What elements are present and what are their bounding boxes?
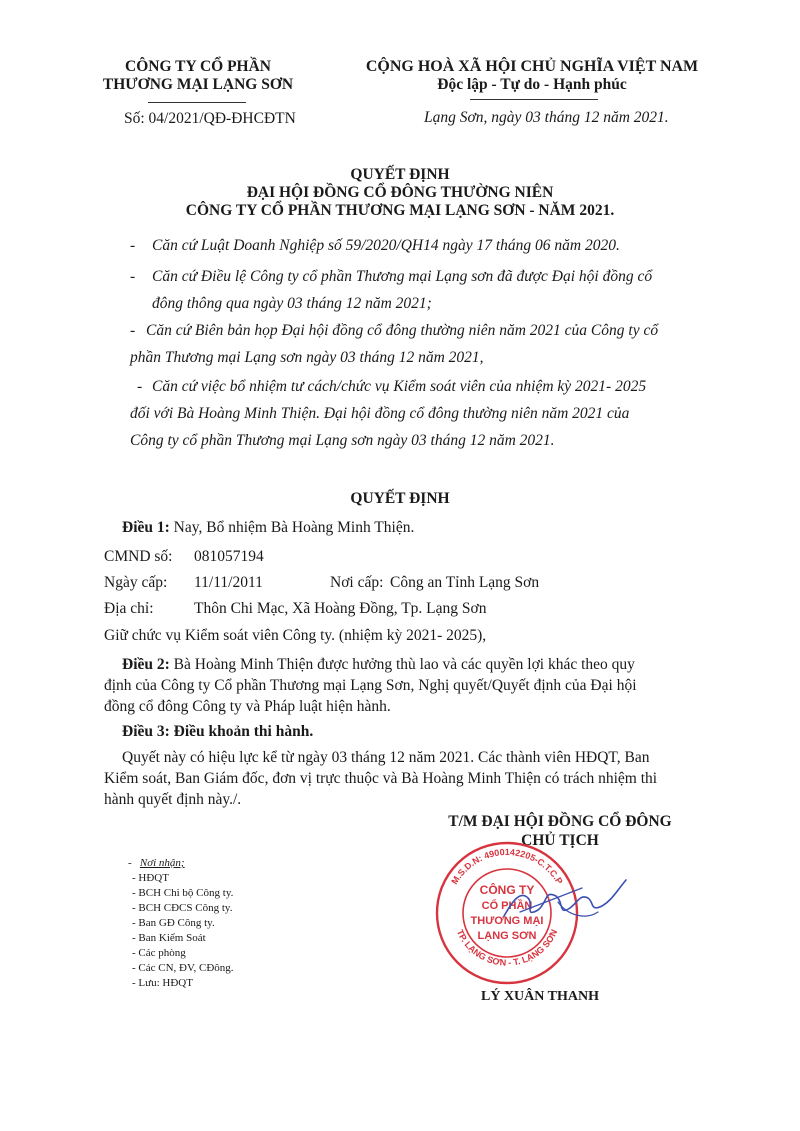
seal-inner-line4: LẠNG SƠN	[477, 930, 537, 942]
issue-place-label: Nơi cấp:	[330, 574, 384, 591]
address-value: Thôn Chi Mạc, Xã Hoàng Đồng, Tp. Lạng Sơn	[194, 600, 487, 617]
recipient-item: - Ban GĐ Công ty.	[132, 917, 215, 929]
company-year-title: CÔNG TY CỔ PHẦN THƯƠNG MẠI LẠNG SƠN - NĂM 2021.	[185, 202, 615, 219]
preamble-appointment-line1: Căn cứ việc bổ nhiệm tư cách/chức vụ Kiểm soát viên của nhiệm kỳ 2021- 2025	[152, 378, 647, 395]
decision-heading: QUYẾT ĐỊNH	[350, 490, 450, 507]
seal-inner-line2: CỔ PHẦN	[481, 900, 533, 912]
preamble-appointment-line3: Công ty cổ phần Thương mại Lạng sơn ngày 03 tháng 12 năm 2021.	[130, 432, 555, 449]
article1-text: Nay, Bổ nhiệm Bà Hoàng Minh Thiện.	[173, 519, 415, 536]
seal-ring-bottom: TP. LẠNG SƠN - T. LẠNG SƠN	[454, 927, 560, 968]
document-number: Số: 04/2021/QĐ-ĐHCĐTN	[124, 110, 296, 127]
seal-ring-top: M.S.D.N: 4900142205-C.T.C.P	[449, 846, 565, 887]
seal-inner-line1: CÔNG TY	[479, 883, 535, 897]
recipients-title: Nơi nhận;	[139, 857, 185, 869]
address-label: Địa chỉ:	[104, 600, 154, 617]
article3-heading: Điều 3: Điều khoản thi hành.	[122, 723, 314, 740]
article3-line1: Quyết này có hiệu lực kể từ ngày 03 tháng 12 năm 2021. Các thành viên HĐQT, Ban	[122, 749, 650, 766]
recipient-item: - Các phòng	[132, 947, 186, 959]
article2-text: Bà Hoàng Minh Thiện được hưởng thù lao và các quyền lợi khác theo quy	[173, 656, 635, 673]
preamble-charter-line2: đông thông qua ngày 03 tháng 12 năm 2021;	[152, 295, 432, 312]
preamble-enterprise-law: Căn cứ Luật Doanh Nghiệp số 59/2020/QH14 ngày 17 tháng 06 năm 2020.	[152, 237, 620, 254]
preamble-charter-line1: Căn cứ Điều lệ Công ty cổ phần Thương mại Lạng sơn đã được Đại hội đồng cổ	[152, 268, 653, 285]
article2-label: Điều 2:	[122, 656, 170, 673]
preamble-minutes-line2: phần Thương mại Lạng sơn ngày 03 tháng 12 năm 2021,	[130, 349, 484, 366]
recipient-item: - BCH CĐCS Công ty.	[132, 902, 233, 914]
preamble-dash: -	[130, 237, 136, 254]
nation-motto: Độc lập - Tự do - Hạnh phúc	[437, 76, 627, 93]
article1-label: Điều 1:	[122, 519, 170, 536]
signature-role: CHỦ TỊCH	[521, 832, 599, 849]
article1-line	[122, 519, 414, 537]
preamble-minutes-line1: Căn cứ Biên bản họp Đại hội đồng cổ đông thường niên năm 2021 của Công ty cổ	[146, 322, 659, 339]
seal-inner-line3: THƯƠNG MẠI	[470, 915, 544, 927]
recipient-item: - BCH Chi bộ Công ty.	[132, 887, 234, 899]
id-value: 081057194	[194, 548, 264, 565]
issue-place-value: Công an Tỉnh Lạng Sơn	[390, 574, 540, 591]
issue-date-value: 11/11/2011	[194, 574, 263, 591]
nation-title: CỘNG HOÀ XÃ HỘI CHỦ NGHĨA VIỆT NAM	[365, 58, 699, 75]
preamble-dash: -	[130, 322, 136, 339]
recipient-item: - Ban Kiểm Soát	[132, 932, 206, 944]
article2-line3: đồng cổ đông Công ty và Pháp luật hiện hành.	[104, 698, 391, 715]
date-place: Lạng Sơn, ngày 03 tháng 12 năm 2021.	[424, 109, 669, 126]
article3-line3: hành quyết định này./.	[104, 791, 242, 808]
assembly-title: ĐẠI HỘI ĐỒNG CỔ ĐÔNG THƯỜNG NIÊN	[246, 184, 554, 201]
decision-title: QUYẾT ĐỊNH	[350, 166, 450, 183]
company-underline	[148, 102, 246, 103]
recipients-title-row	[128, 857, 185, 869]
article2-line2: định của Công ty Cổ phần Thương mại Lạng Sơn, Nghị quyết/Quyết định của Đại hội	[104, 677, 637, 694]
signatory-name: LÝ XUÂN THANH	[481, 989, 599, 1004]
signature-on-behalf: T/M ĐẠI HỘI ĐỒNG CỔ ĐÔNG	[448, 813, 672, 830]
recipient-item: - HĐQT	[132, 872, 169, 884]
preamble-dash: -	[130, 268, 136, 285]
recipient-item: - Các CN, ĐV, CĐông.	[132, 962, 234, 974]
handwritten-signature	[498, 872, 638, 932]
issue-date-label: Ngày cấp:	[104, 574, 168, 591]
recipient-item: - Lưu: HĐQT	[132, 977, 193, 989]
article2-line1	[122, 656, 635, 674]
position-text: Giữ chức vụ Kiểm soát viên Công ty. (nhiệm kỳ 2021- 2025),	[104, 627, 487, 644]
recipients-dash: -	[128, 857, 140, 869]
company-name-line2: THƯƠNG MẠI LẠNG SƠN	[102, 76, 294, 93]
article3-line2: Kiểm soát, Ban Giám đốc, đơn vị trực thuộc và Bà Hoàng Minh Thiện có trách nhiệm thi	[104, 770, 658, 787]
preamble-dash: -	[137, 378, 143, 395]
id-label: CMND số:	[104, 548, 173, 565]
motto-underline	[470, 99, 598, 100]
preamble-appointment-line2: đối với Bà Hoàng Minh Thiện. Đại hội đồng cổ đông thường niên năm 2021 của	[130, 405, 630, 422]
company-name-line1: CÔNG TY CỔ PHẦN	[125, 58, 271, 75]
